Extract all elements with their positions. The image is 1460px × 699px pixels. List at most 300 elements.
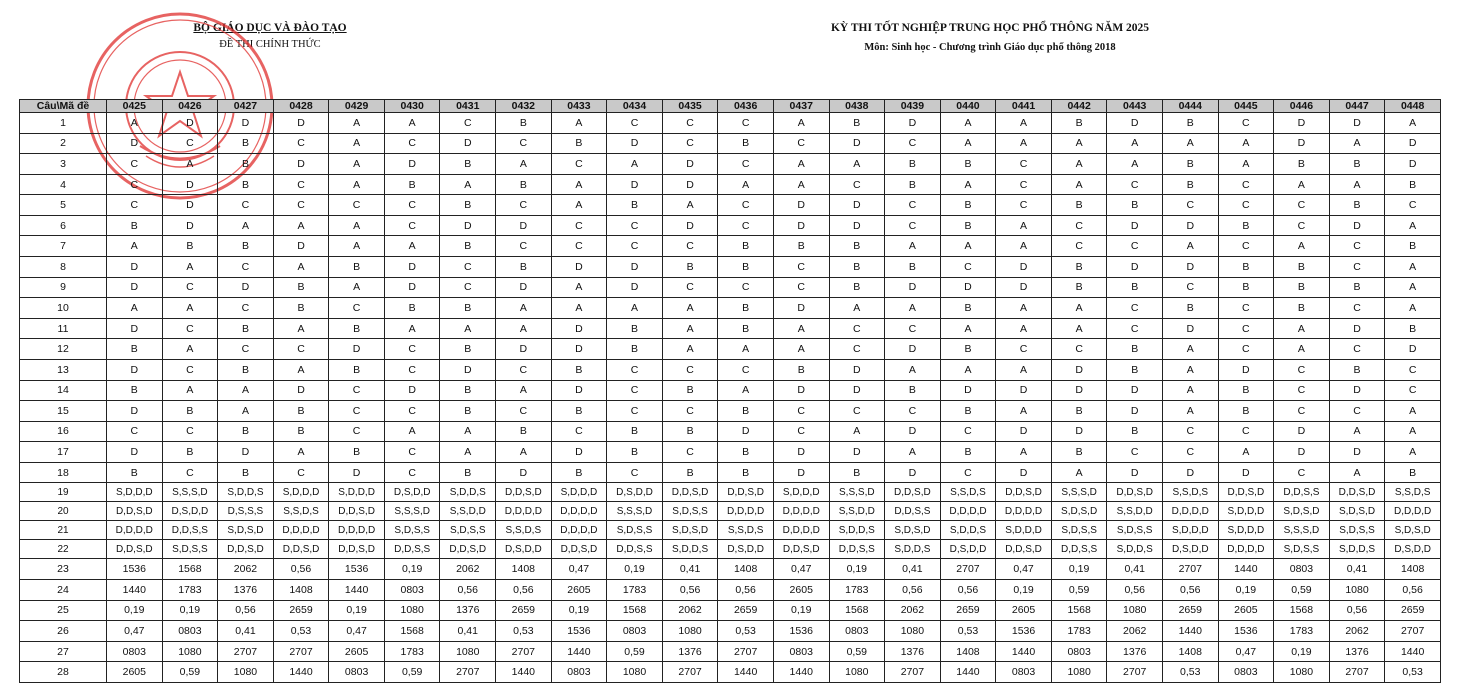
answer-cell: 0,41 [885,559,941,580]
answer-cell: 1440 [107,579,163,600]
answer-cell: C [107,174,163,195]
answer-cell: D,D,D,D [329,521,385,540]
answer-cell: C [107,421,163,442]
answer-cell: C [1218,236,1274,257]
exam-code-header: 0435 [662,100,718,113]
answer-cell: 2707 [718,641,774,662]
answer-cell: 1080 [1051,662,1107,683]
answer-cell: C [496,359,552,380]
answer-cell: D [1162,462,1218,483]
answer-cell: 1783 [607,579,663,600]
question-number: 12 [20,339,107,360]
answer-cell: D,S,D,D [940,540,996,559]
answer-cell: B [218,359,274,380]
answer-cell: 0,53 [1385,662,1441,683]
answer-cell: D [885,421,941,442]
exam-code-header: 0448 [1385,100,1441,113]
answer-cell: B [662,257,718,278]
answer-cell: C [329,421,385,442]
table-row [20,113,1441,134]
answer-cell: A [384,236,440,257]
answer-cell: S,D,S,S [1051,521,1107,540]
answer-cell: A [829,298,885,319]
answer-cell: B [162,442,218,463]
question-number: 14 [20,380,107,401]
answer-cell: C [162,421,218,442]
exam-code-header: 0442 [1051,100,1107,113]
question-number: 11 [20,318,107,339]
answer-cell: 0,53 [718,621,774,642]
answer-cell: D,D,S,D [1218,483,1274,502]
ministry-name: BỘ GIÁO DỤC VÀ ĐÀO TẠO [193,22,347,34]
answer-cell: 0,53 [940,621,996,642]
answer-cell: 1376 [885,641,941,662]
answer-cell: A [1162,236,1218,257]
answer-cell: A [273,442,329,463]
table-body [20,113,1441,683]
answer-cell: A [607,154,663,175]
answer-cell: B [940,195,996,216]
answer-cell: B [1385,462,1441,483]
answer-cell: 0,47 [996,559,1052,580]
answer-cell: B [662,421,718,442]
answer-cell: 0,56 [662,579,718,600]
answer-cell: S,S,D,S [718,521,774,540]
answer-cell: D [551,339,607,360]
answer-cell: C [1274,380,1330,401]
answer-cell: B [885,154,941,175]
answer-cell: A [1218,442,1274,463]
answer-cell: B [940,401,996,422]
answer-cell: C [384,462,440,483]
answer-cell: C [773,133,829,154]
question-number: 15 [20,401,107,422]
answer-cell: A [1218,154,1274,175]
answer-cell: 0,41 [662,559,718,580]
answer-cell: 0803 [551,662,607,683]
answer-cell: A [1051,133,1107,154]
answer-cell: 0803 [384,579,440,600]
answer-cell: 0,19 [996,579,1052,600]
answer-cell: C [1274,462,1330,483]
answer-cell: C [607,113,663,134]
answer-cell: C [162,462,218,483]
answer-cell: A [940,236,996,257]
answer-cell: A [773,113,829,134]
answer-cell: D [773,462,829,483]
answer-cell: 0,41 [1107,559,1163,580]
answer-cell: A [996,133,1052,154]
answer-cell: D,D,S,D [718,483,774,502]
answer-cell: D [885,277,941,298]
answer-cell: A [1274,174,1330,195]
answer-cell: A [496,442,552,463]
answer-cell: 2659 [718,600,774,621]
answer-cell: A [996,236,1052,257]
answer-cell: S,D,D,S [1329,540,1385,559]
answer-cell: D [107,442,163,463]
exam-code-header: 0429 [329,100,385,113]
answer-cell: A [885,298,941,319]
answer-cell: D [440,215,496,236]
answer-cell: S,D,S,S [440,521,496,540]
answer-cell: B [885,380,941,401]
answer-cell: 1568 [1274,600,1330,621]
answer-cell: A [384,318,440,339]
answer-cell: D [662,154,718,175]
exam-code-header: 0447 [1329,100,1385,113]
answer-cell: A [162,380,218,401]
answer-cell: D [885,462,941,483]
answer-cell: C [773,257,829,278]
answer-cell: 2707 [273,641,329,662]
answer-cell: B [218,421,274,442]
answer-cell: D,D,D,D [996,502,1052,521]
exam-code-header: 0439 [885,100,941,113]
question-number: 16 [20,421,107,442]
answer-cell: A [1329,133,1385,154]
answer-cell: A [162,339,218,360]
answer-cell: A [996,318,1052,339]
answer-cell: D [996,462,1052,483]
answer-cell: 2707 [662,662,718,683]
exam-code-header: 0428 [273,100,329,113]
answer-cell: D,D,S,D [1329,483,1385,502]
answer-cell: 2707 [885,662,941,683]
question-number: 13 [20,359,107,380]
answer-cell: 2659 [1385,600,1441,621]
answer-cell: B [662,462,718,483]
answer-cell: B [496,174,552,195]
answer-cell: D [107,318,163,339]
answer-cell: 2062 [440,559,496,580]
answer-cell: C [273,462,329,483]
answer-cell: B [440,401,496,422]
answer-cell: A [1274,236,1330,257]
answer-cell: D,D,S,S [1051,540,1107,559]
exam-type: ĐỀ THI CHÍNH THỨC [219,39,321,50]
answer-cell: 1536 [773,621,829,642]
answer-cell: B [1162,298,1218,319]
answer-cell: D,D,S,D [107,540,163,559]
answer-cell: A [329,215,385,236]
answer-cell: A [996,401,1052,422]
question-number: 28 [20,662,107,683]
answer-cell: B [885,174,941,195]
answer-cell: C [996,339,1052,360]
answer-cell: A [273,359,329,380]
answer-cell: C [162,318,218,339]
answer-cell: D [218,277,274,298]
answer-cell: 1568 [162,559,218,580]
answer-cell: A [440,174,496,195]
answer-cell: C [1162,277,1218,298]
answer-cell: B [1218,257,1274,278]
exam-code-header: 0425 [107,100,163,113]
answer-cell: 1536 [551,621,607,642]
answer-cell: A [1218,133,1274,154]
exam-code-header: 0443 [1107,100,1163,113]
answer-cell: B [551,359,607,380]
answer-cell: S,S,D,S [1385,483,1441,502]
answer-cell: 0,41 [440,621,496,642]
question-number: 19 [20,483,107,502]
answer-cell: B [1107,421,1163,442]
table-row [20,559,1441,580]
answer-cell: 0,19 [384,559,440,580]
answer-cell: B [607,339,663,360]
answer-cell: D [996,257,1052,278]
answer-cell: 0,47 [773,559,829,580]
answer-cell: 2062 [218,559,274,580]
answer-cell: B [718,462,774,483]
answer-cell: A [885,442,941,463]
answer-cell: 1080 [607,662,663,683]
answer-cell: A [329,133,385,154]
answer-cell: B [440,462,496,483]
exam-code-header: 0432 [496,100,552,113]
answer-cell: C [551,421,607,442]
answer-cell: S,S,D,S [1162,483,1218,502]
table-row [20,621,1441,642]
answer-cell: B [551,133,607,154]
answer-cell: 2605 [996,600,1052,621]
answer-cell: S,D,D,S [829,521,885,540]
answer-cell: C [718,113,774,134]
exam-code-header: 0437 [773,100,829,113]
answer-cell: A [940,113,996,134]
answer-cell: B [718,401,774,422]
answer-cell: B [829,462,885,483]
answer-cell: D [1329,318,1385,339]
answer-cell: D [829,442,885,463]
exam-code-header: 0441 [996,100,1052,113]
answer-cell: 1376 [1107,641,1163,662]
answer-cell: C [551,215,607,236]
answer-cell: B [384,298,440,319]
question-number: 9 [20,277,107,298]
table-row [20,421,1441,442]
answer-cell: C [440,257,496,278]
answer-cell: S,D,S,D [1051,502,1107,521]
answer-cell: S,S,S,D [384,502,440,521]
answer-cell: C [1162,421,1218,442]
answer-cell: D,D,D,D [940,502,996,521]
answer-cell: S,D,S,S [662,502,718,521]
answer-cell: C [496,236,552,257]
answer-cell: D,D,D,D [1162,502,1218,521]
answer-cell: D [829,359,885,380]
answer-cell: 2707 [440,662,496,683]
answer-cell: B [718,442,774,463]
answer-cell: 2659 [940,600,996,621]
answer-cell: B [829,236,885,257]
question-number: 10 [20,298,107,319]
answer-cell: D [607,133,663,154]
answer-cell: D [996,277,1052,298]
answer-cell: S,S,S,D [1051,483,1107,502]
answer-cell: 1080 [1107,600,1163,621]
answer-cell: A [1274,339,1330,360]
answer-cell: D [273,380,329,401]
answer-cell: C [1107,318,1163,339]
exam-title: KỲ THI TỐT NGHIỆP TRUNG HỌC PHỔ THÔNG NĂM 2025 [830,22,1150,34]
answer-cell: D [162,195,218,216]
answer-cell: S,D,D,D [107,483,163,502]
question-number: 3 [20,154,107,175]
answer-cell: B [329,442,385,463]
answer-cell: 1376 [1329,641,1385,662]
answer-cell: B [718,318,774,339]
answer-cell: D [829,133,885,154]
answer-cell: B [1218,401,1274,422]
answer-cell: 2605 [773,579,829,600]
answer-cell: S,D,S,S [384,521,440,540]
answer-cell: D,D,D,D [1218,540,1274,559]
answer-cell: C [440,277,496,298]
answer-cell: C [1329,339,1385,360]
answer-cell: 0,47 [329,621,385,642]
answer-cell: A [940,174,996,195]
answer-cell: 2605 [329,641,385,662]
question-number: 23 [20,559,107,580]
answer-cell: C [218,298,274,319]
answer-cell: A [384,421,440,442]
question-number: 5 [20,195,107,216]
answer-cell: A [718,339,774,360]
answer-cell: B [1329,195,1385,216]
answer-cell: 0,56 [440,579,496,600]
answer-cell: 2659 [1162,600,1218,621]
answer-cell: B [440,195,496,216]
answer-cell: 1783 [829,579,885,600]
answer-cell: C [662,277,718,298]
answer-cell: D [1274,442,1330,463]
answer-cell: S,S,S,D [607,502,663,521]
answer-cell: D,D,S,D [551,540,607,559]
answer-cell: B [607,421,663,442]
answer-cell: B [1329,154,1385,175]
answer-cell: B [107,462,163,483]
answer-cell: D [329,339,385,360]
answer-cell: S,D,D,D [996,521,1052,540]
answer-cell: C [662,401,718,422]
answer-cell: 1568 [829,600,885,621]
answer-cell: C [607,401,663,422]
answer-cell: C [829,401,885,422]
answer-cell: 2707 [218,641,274,662]
answer-cell: D [551,257,607,278]
answer-cell: D,D,S,D [273,540,329,559]
answer-cell: D [773,442,829,463]
question-number: 22 [20,540,107,559]
table-row [20,359,1441,380]
answer-cell: C [107,154,163,175]
answer-cell: A [829,154,885,175]
answer-cell: D,D,D,D [1385,502,1441,521]
answer-cell: C [551,154,607,175]
answer-cell: 0,53 [1162,662,1218,683]
exam-code-header: 0444 [1162,100,1218,113]
answer-cell: C [996,195,1052,216]
exam-code-header: 0436 [718,100,774,113]
answer-cell: D [384,277,440,298]
answer-cell: S,D,S,D [1329,502,1385,521]
answer-cell: C [162,133,218,154]
answer-cell: A [551,298,607,319]
answer-cell: 1440 [1218,559,1274,580]
answer-cell: D [607,277,663,298]
answer-cell: S,D,D,S [1107,540,1163,559]
answer-cell: D,S,D,D [1385,540,1441,559]
answer-cell: C [1218,339,1274,360]
answer-cell: 0,41 [1329,559,1385,580]
answer-cell: 1783 [384,641,440,662]
table-row [20,521,1441,540]
exam-code-header: 0426 [162,100,218,113]
answer-cell: A [1329,174,1385,195]
answer-cell: C [773,277,829,298]
answer-cell: A [996,113,1052,134]
answer-cell: D,S,S,S [218,502,274,521]
answer-cell: 0,41 [218,621,274,642]
answer-cell: B [1051,195,1107,216]
answer-cell: C [1051,236,1107,257]
table-row [20,277,1441,298]
answer-cell: B [1051,277,1107,298]
answer-cell: D [496,277,552,298]
answer-cell: 0,56 [885,579,941,600]
answer-cell: 0,59 [384,662,440,683]
answer-cell: B [273,277,329,298]
answer-cell: A [440,442,496,463]
question-number: 17 [20,442,107,463]
answer-cell: D [1274,421,1330,442]
answer-cell: S,S,D,D [1107,502,1163,521]
answer-cell: 1536 [107,559,163,580]
table-row [20,236,1441,257]
answer-cell: S,D,S,D [218,521,274,540]
answer-cell: A [662,298,718,319]
answer-cell: D [162,113,218,134]
answer-cell: 1408 [940,641,996,662]
answer-cell: D,D,S,S [384,540,440,559]
question-number: 4 [20,174,107,195]
answer-cell: A [551,195,607,216]
answer-cell: 1440 [273,662,329,683]
answer-cell: D [885,339,941,360]
answer-cell: 0,59 [1274,579,1330,600]
answer-cell: 0,19 [1218,579,1274,600]
answer-cell: A [329,174,385,195]
answer-cell: A [1107,133,1163,154]
answer-cell: D,D,D,D [273,521,329,540]
exam-code-header: 0434 [607,100,663,113]
answer-cell: C [1051,339,1107,360]
answer-cell: B [662,380,718,401]
answer-key-table [19,99,1441,683]
answer-cell: 1376 [440,600,496,621]
answer-cell: S,D,D,D [329,483,385,502]
answer-cell: D,D,S,S [829,540,885,559]
answer-cell: 2062 [885,600,941,621]
answer-cell: A [607,298,663,319]
answer-cell: 1080 [162,641,218,662]
question-number: 2 [20,133,107,154]
answer-cell: A [996,298,1052,319]
answer-cell: 2707 [1329,662,1385,683]
answer-cell: C [607,380,663,401]
